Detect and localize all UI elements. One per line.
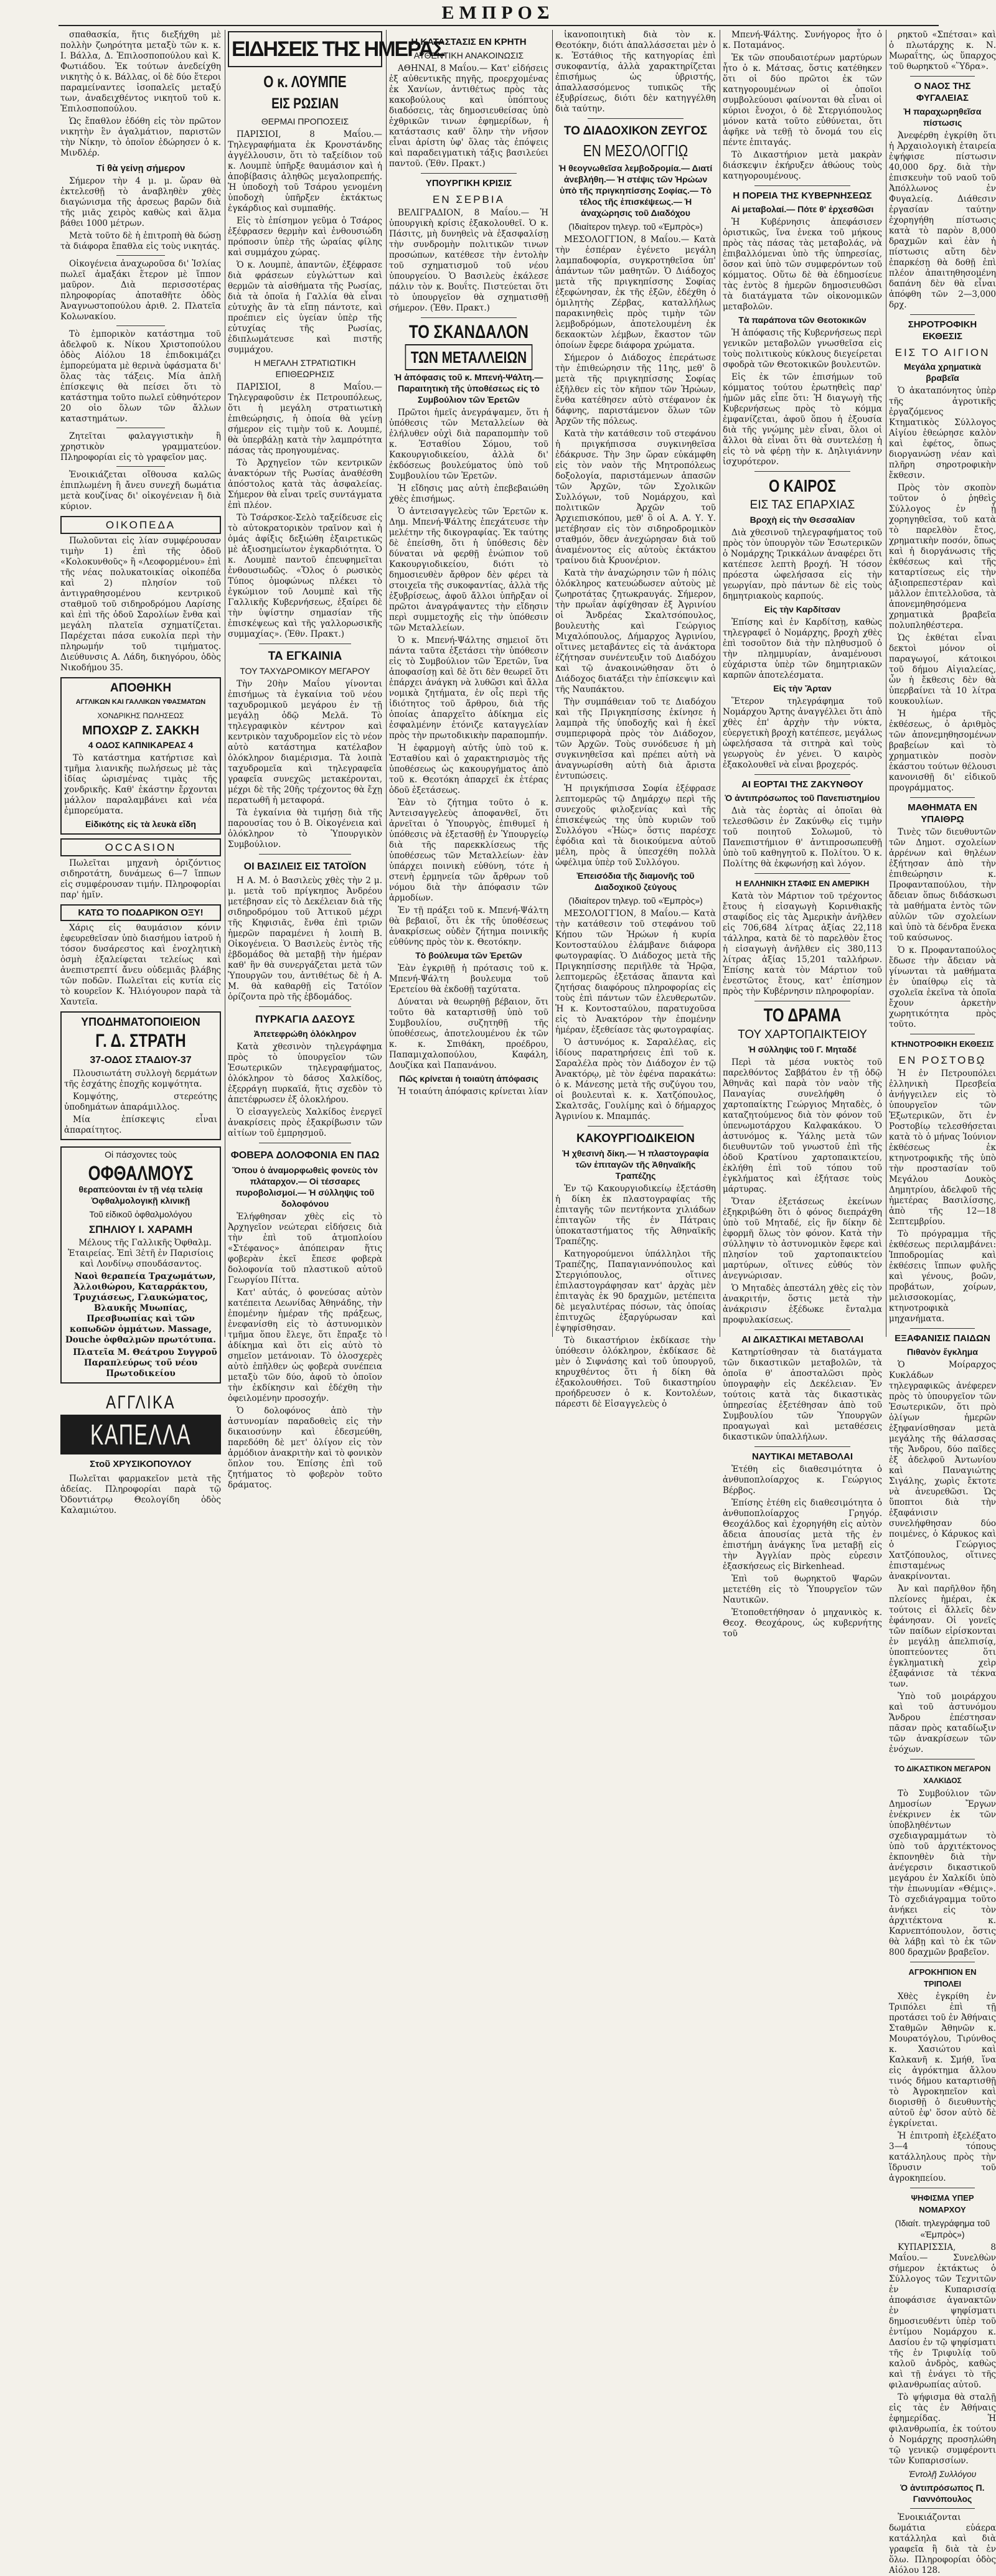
separator — [259, 854, 352, 855]
article-text: Ἐπὶ τοῦ θωρηκτοῦ Ψαρῶν μετετέθη εἰς τὸ Ὑπουργεῖον τῶν Ναυτικῶν. — [723, 1574, 882, 1605]
classified-ad: Χάρις εἰς θαυμάσιον κόνιν ἐφευρεθεῖσαν ὑπὸ διασήμου ἰατροῦ ἡ τόσον δυσάρεστος καὶ ἐνοχλητικὴ ὀσμὴ ἐξαλείφεται τελείως καὶ ἀνεπιστρεπτί ἄνευ οὐδεμιᾶς βλάβης τῶν ποδῶν. Πωλεῖται εἰς κυτία εἰς τὸ κουρεῖον Κ. Ἠλιόγουρον παρὰ τὰ Χαυτεῖα. — [60, 923, 221, 1007]
article-heading: ΜΑΘΗΜΑΤΑ ΕΝ ΥΠΑΙΘΡῼ — [908, 802, 977, 825]
article-heading: Ο ΝΑΟΣ ΤΗΣ ΦΥΓΑΛΕΙΑΣ — [914, 81, 971, 103]
article-text: Τὸ Συμβούλιον τῶν Δημοσίων Ἔργων ἐνέκρινεν ἐκ τῶν ὑποβληθέντων σχεδιαγραμμάτων τὸ ὑπὸ τοῦ ἀρχιτέκτονος ἐκπονηθὲν διὰ τὴν ἀνέγερσιν δικαστικοῦ μεγάρου ἐν Χαλκίδι ὑπὸ τὴν ἐπωνυμίαν «Θέμις». Τὸ σχεδιάγραμμα τοῦτο ἀνήκει εἰς τὸν ἀρχιτέκτονα κ. Καρνεπτόπουλον, ὅστις θὰ λάβῃ καὶ τὸ ἐκ τῶν 800 δραχμῶν βραβεῖον. — [889, 1789, 996, 1957]
shoes-heading: ΥΠΟΔΗΜΑΤΟΠΟΙΕΙΟΝ — [81, 1016, 200, 1028]
article-subheading: Η ΜΕΓΑΛΗ ΣΤΡΑΤΙΩΤΙΚΗ ΕΠΙΘΕΩΡΗΣΙΣ — [254, 358, 356, 379]
masthead — [0, 2, 996, 25]
classified-ad: Πωλεῖται μηχανὴ ὀριζόντιος σιδηροτάτη, δυνάμεως 6—7 ἵππων εἰς συμφέρουσαν τιμήν. Πληροφορίαι παρ' ἡμῖν. — [60, 858, 221, 900]
article-text: Ἐλήφθησαν χθὲς εἰς τὸ Ἀρχηγεῖον νεώτεραι εἰδήσεις διὰ τὴν ἐπὶ τοῦ ἀτμοπλοίου «Στέφανος» ἀπόπειραν ἥτις φοβερὰν ἐκεῖ ἔπεσε φοβερὰ δολοφονία τοῦ πλαστικοῦ αὐτοῦ Γεωργίου Πίττα. — [228, 1212, 382, 1285]
article-heading: ΠΥΡΚΑΓΙΑ ΔΑΣΟΥΣ — [255, 1013, 355, 1025]
signature-line: Ἐντολῇ Συλλόγου — [908, 2469, 977, 2479]
shoes-text: Κομψότης, στερεότης ὑποδημάτων ἀπαράμιλλος. — [64, 1092, 217, 1112]
article-heading: ΣΗΡΟΤΡΟΦΙΚΗ ΕΚΘΕΣΙΣ — [908, 319, 977, 342]
article-heading: Ο ΚΑΙΡΟΣ — [768, 476, 837, 495]
article-subheading: ΤΟΥ ΤΑΧΥΔΡΟΜΙΚΟΥ ΜΕΓΑΡΟΥ — [240, 666, 370, 676]
article-text: Τὸ πρόγραμμα τῆς ἐκθέσεως περιλαμβάνει: Ἱπποδρομίας καὶ ἐκθέσεις ἵππων φυλῆς καὶ γένους, βοῶν, προβάτων, χοίρων, μελισσοκομίας, κτηνοτροφικὰ μηχανήματα. — [889, 1229, 996, 1324]
article-text: Εἰς τὸ ἐπίσημον γεῦμα ὁ Τσάρος ἐξέφρασεν θερμὴν καὶ ἐνθουσιώδη πρόποσιν ὑπὲρ τῆς ὡραίας φίλης καὶ συμμάχου χώρας. — [228, 216, 382, 258]
separator — [116, 255, 164, 256]
article-text: Ἐκ τῶν σπουδαιοτέρων μαρτύρων ἦτο ὁ κ. Μάτσας, ὅστις κατέθηκεν ὅτι οἱ δύο πρῶτοι ἐκ τῶν κατηγορουμένων οἱ ὁποῖοι συμβολεύουσι φαίνονται θὰ εἶναι οἱ κύριοι ἔνοχοι, ὁ δὲ Στεργιόπουλος μόνον κατὰ τοῦτο εὐθύνεται, ὅτι ἀφῆκε νὰ τεθῇ τὸ ὄνομά του εἰς πέντε ἐπιταγάς. — [723, 53, 882, 148]
eye-text: Ναοὶ θεραπεία Τραχωμάτων, Ἀλλοιθώρου, Καταρράκτου, Τρυχιάσεως, Γλαυκώματος, Βλαυκῆς Μυωπίας, Πρεσβυωπίας καὶ τῶν κοπωδῶν ὀμμάτων. Massage, Douche ὀφθαλμῶν πρωτότυπα. — [65, 1272, 216, 1345]
article-text: Ἐν τῷ Κακουργιοδικείῳ ἐξετάσθη ἡ δίκη ἐκ πλαστογραφίας τῆς ἐπιταγῆς τῶν πεντήκοντα χιλιάδων ἐπιταγῶν τῆς ἐν Πάτραις ὑποκαταστήματος τῆς Ἀθηναϊκῆς Τραπέζης. — [555, 1184, 716, 1247]
classified-ad: Πωλεῖται φαρμακεῖον μετὰ τῆς ἀδείας. Πληροφορίαι παρὰ τῷ Ὀδοντιάτρῳ Θεολογίδη ὁδὸς Καλαμιώτου. — [60, 1474, 221, 1515]
column-4 — [555, 30, 716, 1409]
article-text: Περὶ τὰ μέσα νυκτὸς τοῦ παρελθόντος Σαββάτου ἐν τῇ ὁδῷ Ἀθηνᾶς καὶ παρὰ τὸν ναὸν τῆς Παναγίας συνελήφθη ὁ χαρτοπαίκτης Γεώργιος Μηταδὲς, ὁ καταζητούμενος διὰ τὸν φόνον τοῦ ὑπενωμοτάρχου Καλφακάκου. Ὁ ἀστυνόμος κ. Ὑάλης μετὰ τῶν διευθυντῶν τοῦ γνωστοῦ ἐπὶ τῆς ὁδοῦ Κρατίνου χαρτοπαικτείου, ἐκλήθη ἐπὶ τοῦ τόπου τοῦ ἐγκλήματος καὶ ἐξήτασε τοὺς μάρτυρας. — [723, 1057, 882, 1194]
eye-doctor-name: ΣΠΗΛΙΟΥ Ι. ΧΑΡΑΜΗ — [88, 1224, 193, 1235]
article-text: Τὰ ἐγκαίνια θὰ τιμήσῃ διὰ τῆς παρουσίας του ὁ Β. Οἰκογένεια καὶ ὁλόκληρον τὸ Ὑπουργικὸν Συμβούλιον. — [228, 808, 382, 850]
article-text: Η Α. Μ. ὁ Βασιλεὺς χθὲς τὴν 2 μ. μ. μετὰ τοῦ πρίγκηπος Ἀνδρέου μετέβησαν εἰς τὸ Δεκέλειαν διὰ τῆς σιδηροδρόμου τοῦ Ἀττικοῦ μέχρι τῆς Κηφισιᾶς, ἔνθα ἐπὶ τριῶν ἡμερῶν παραμένει ἡ λοιπὴ Β. Οἰκογένεια. Ὁ Βασιλεὺς ἐντὸς τῆς ἑβδομάδος θὰ μεταβῇ τὴν ἡμέραν καθ' ἣν θὰ συνεργάζεται μετὰ τῶν Ὑπουργῶν του, ἀντιθέτως δὲ ἡ Α. Μ. θὰ καθαρθῇ εἰς Τατόϊον ὁρίζοντα πρὸ τῆς ἑβδομάδος. — [228, 876, 382, 1002]
article-text: Ἡ πριγκήπισσα Σοφία ἐξέφρασε λεπτομερῶς τῷ Δημάρχῳ περὶ τῆς συνεχοῦς φιλοξενίας καὶ τῆς ἐπισκέψεώς της ὑπὸ κυριῶν τοῦ Συλλόγου «Ἠὼς» ὅστις παρέσχε ἐφόδια καὶ τὰ διοικούμενα αὐτοῦ μέλη, πρὸς ἃ ὑπεσχέθη πολλὰ ὠφέλιμα ὑπὲρ τοῦ Συλλόγου. — [555, 784, 716, 868]
article-subheading: Ἡ θεογνωθεῖσα λεμβοδρομία.— Διατί ἀνεβλήθη.— Ἡ στέψις τῶν Ἡρώων ὑπὸ τῆς πριγκηπίσσης Σοφίας.— Τὸ τέλος τῆς ἐπισκέψεως.— Ἡ ἀναχώρησις τοῦ Διαδόχου — [558, 163, 713, 218]
masthead-title: ΕΜΠΡΟΣ — [441, 2, 555, 23]
article-heading: ΕΝ ΜΕΣΟΛΟΓΓΙῼ — [583, 141, 688, 160]
article-text: Ὡς ἐκθέται εἶναι δεκτοὶ μόνον οἱ παραγωγοί, κάτοικοι τοῦ δήμου Αἰγιαλείας, ὧν ἡ ἔκθεσις δὲν θὰ ὑπερβαίνει τὰ 10 λίτρα κουκουλίων. — [889, 633, 996, 706]
article-heading: ΤΟΥ ΧΑΡΤΟΠΑΙΚΤΕΙΟΥ — [738, 1028, 867, 1041]
article-text: ρηκτοῦ «Σπέτσαι» καὶ ὁ πλωτάρχης κ. Ν. Μωραΐτης, ὡς ὕπαρχος τοῦ θωρηκτοῦ «Ὕδρα». — [889, 30, 996, 72]
article-heading: ΦΟΒΕΡΑ ΔΟΛΟΦΟΝΙΑ ΕΝ ΠΑΩ — [230, 1150, 380, 1161]
plots-ad-heading: ΟΙΚΟΠΕΔΑ — [60, 516, 221, 534]
depot-text: Τὸ κατάστημα κατήρτισε καὶ τμῆμα λιανικῆς πωλήσεως μὲ τὰς ἰδίας ὡρισμένας τιμὰς τῆς χονδρικῆς. Καθ' ἑκάστην ἔρχονται μάλλον παραλαμβάνει καὶ νέα ἐμπορεύματα. — [64, 753, 217, 816]
article-text: Τὸ Τσάρσκοε-Σελὸ ταξείδευσε εἰς τὸ αὐτοκρατορικὸν τραῖνον καὶ ἡ ὁμάς ἀφίξις δεξιώθη ἐξαιρετικῶς μὲ ἀξιοσημείωτον ἐγκαρδιότητα. Ὁ κ. Λουμπὲ παντοῦ ἐπευφημεῖται ἐνθουσιωδῶς. «Ὅλος ὁ ρωσικὸς Τύπος ὁμοφώνως πλέκει τὸ ἐγκώμιον τοῦ Λουμπὲ καὶ τῆς Γαλλικῆς Κυβερνήσεως, ἐξαίρει δὲ τὴν ὑψίστην σημασίαν τῆς ἐπισκέψεως καὶ τῆς γαλλορωσικῆς συμμαχίας». (Ἐθν. Πρακτ.) — [228, 513, 382, 639]
column-1 — [60, 30, 221, 1515]
article-heading: ΑΙ ΔΙΚΑΣΤΙΚΑΙ ΜΕΤΑΒΟΛΑΙ — [741, 1334, 864, 1345]
article-text: Τὸ ψήφισμα θὰ σταλῇ εἰς τὰς ἐν Ἀθήναις ἐφημερίδας. Ἡ φιλανθρωπία, ἐκ τούτου ὁ Νομάρχης προσηλώθη τῷ γενικῷ συμφέροντι τῶν Κυπαρισσίων. — [889, 2392, 996, 2466]
callus-ad-heading: ΚΑΤΩ ΤΟ ΠΟΔΑΡΙΚΟΝ ΟΞΥ! — [60, 904, 221, 921]
separator — [259, 1006, 352, 1007]
shoes-text: Μία ἐπίσκεψις εἶναι ἀπαραίτητος. — [64, 1115, 217, 1135]
depot-subtitle: ΑΓΓΛΙΚΩΝ ΚΑΙ ΓΑΛΛΙΚΩΝ ΥΦΑΣΜΑΤΩΝ — [75, 698, 206, 706]
article-subheading: ΑΥΘΕΝΤΙΚΗ ΑΝΑΚΟΙΝΩΣΙΣ — [413, 50, 524, 60]
article-text: Τὸ Ἀρχηγεῖον τῶν κεντρικῶν ἀνακτόρων τῆς Ρωσίας ἀναθέσθη ἀπόστολος κατὰ τὰς ἀσφαλείας. Σήμερον θὰ εἶναι τρεῖς συντάγματα ἐπὶ πλέον. — [228, 458, 382, 510]
article-text: Ἡ ἡμέρα τῆς ἐκθέσεως, ὁ ἀριθμὸς τῶν ἀπονεμηθησομένων βραβείων καὶ τὸ χρηματικὸν ποσὸν ἑκάστου τούτων θέλουσι κανονισθῇ δι' εἰδικοῦ προγράμματος. — [889, 709, 996, 793]
article-heading: ΤΟ ΔΙΑΔΟΧΙΚΟΝ ΖΕΥΓΟΣ — [563, 124, 708, 138]
article-text: ΚΥΠΑΡΙΣΣΙΑ, 8 Μαΐου.— Συνελθὼν σήμερον ἐκτάκτως ὁ Σύλλογος τῶν Τεχνιτῶν ἐν Κυπαρισσίᾳ ἀποφάσισε ἀγανακτῶν ἐν ψηφίσματι δημοσιευθέντι ὑπὲρ τοῦ ἐντίμου Νομάρχου κ. Δασίου ἐν τῷ ψηφίσματι τῆς ἐν Τριφυλίᾳ τοῦ καλοῦ ἀνδρὸς, καθὼς καὶ τῇ ἐνάγει τὸ τῆς φιλανθρωπίας αὐτοῦ. — [889, 2242, 996, 2390]
article-text: Ὅταν ἐξετάσεως ἐκείνων ἐξηκριβώθη ὅτι ὁ φόνος διεπράχθη ὑπὸ τοῦ Μηταδέ, εἰς ἣν δίκην δὲ ἐφορμῆ ὅλως τὸν φόνον. Κατὰ τὴν σύλληψιν τὸ ἀστυνομικὸν ἔφερε καὶ πλησίον τοῦ χαρτοπαικτείου μαρτύρων, οἵτινες εὐθύς τὸν ἀνεγνώρισαν. — [723, 1197, 882, 1281]
shoes-address: 37-ΟΔΟΣ ΣΤΑΔΙΟΥ-37 — [90, 1055, 192, 1066]
article-text: Εἰς ἐκ τῶν ἐπισήμων τοῦ κόμματος τούτου ἐρωτηθεὶς παρ' ἡμῶν μᾶς εἶπε ὅτι: Ἡ διαγωγὴ τῆς Κυβερνήσεως πρὸς τὸ κόμμα ἐμφανίζεται, ἀφοῦ ὅπου ἡ ἐξουσία διὰ τῆς γνώμης μὲν εἶναι, ὅλοι οἱ ἄλλοι θὰ εἶναι ὅτι θὰ συντελέσῃ ἡ εἰς τὸ νὰ φέρῃ τὴν κ. Δηλιγιάννην ἰσχυρότερον. — [723, 372, 882, 467]
eye-line: θεραπεύονται ἐν τῇ νέᾳ τελείᾳ Ὀφθαλμολογικῇ κλινικῇ — [78, 1184, 203, 1206]
article-heading: ΤΟ ΣΚΑΝΔΑΛΟΝ — [409, 322, 529, 342]
depot-subtitle-2: ΧΟΝΔΡΙΚΗΣ ΠΩΛΗΣΕΩΣ — [97, 711, 184, 720]
article-text: Ὁ κ. Λουμπὲ, ἀπαντῶν, ἐξέφρασε διὰ φράσεων εὐγλώττων καὶ θερμῶν τὰ αἰσθήματα τῆς Ρωσίας, διὰ τὰ ὁποῖα ἡ Γαλλία θὰ εἶναι εὐτυχὴς ἂν τὰ εἴπῃ πάντοτε, καὶ προέπιεν εἰς ὑγείαν ὑπὲρ τῆς εὐτυχίας τῆς Ρωσίας, ἐδιπλωμάτευσε καὶ πιστῆς συμμάχου. — [228, 260, 382, 355]
eye-line: Τοῦ εἰδικοῦ ὀφθαλμολόγου — [89, 1209, 192, 1219]
article-subheading: Ἡ παραχωρηθεῖσα πίστωσις — [903, 106, 982, 128]
article-text: Σήμερον τὴν 4 μ. μ. ὥραν θὰ ἐκτελεσθῇ τὸ ἀναβληθὲν χθὲς διαγώνισμα τῆς ἀρσεως βαρῶν διὰ τῆς μιᾶς χειρὸς καθὼς καὶ ἅλμα βάθει 1000 μέτρων. — [60, 176, 221, 228]
article-text: Τινὲς τῶν διευθυντῶν τῶν Δημοτ. σχολείων ἀρρένων καὶ θηλέων ἐξήτησαν ἀπὸ τὴν ἐπιθεώρησιν κ. Προφανταπούλου, τὴν ἄδειαν ὅπως διδάσκωσι τὰ μαθήματα ἐντὸς τῶν αὐλῶν τῶν σχολείων καὶ ὑπὸ τὰ δένδρα ἕνεκα τοῦ καύσωνος. — [889, 827, 996, 943]
article-text: Ὁ ἀστυνόμος κ. Σαραλέλας, εἰς ἰδίους παρατηρήσεις ἐπὶ τοῦ κ. Σαραλέλα πρὸς τὸν Διάδοχον ἐν τῷ Ἀνακτόρῳ, μὲ τὸν ἐφένα παρακάτω: ὁ κ. Μάνεσης μετὰ τῆς συζύγου του, οἱ βουλευταὶ κ. κ. Χατζόπουλος, Σκαλτσᾶς, Γουλίμης καὶ ὁ δήμαρχος Ἀγρινίου κ. Μπαμπάς. — [555, 1037, 716, 1122]
article-heading: ΕΙΣ ΤΟ ΑΙΓΙΟΝ — [895, 347, 990, 358]
article-text: Ὑπὸ τοῦ μοιράρχου καὶ τοῦ ἀστυνόμου Ἄνδρου ἐπέστησαν πᾶσαν πρὸς καταδίωξιν τῶν ἀνακρίσεων τῶν ἐνόχων. — [889, 1692, 996, 1754]
separator — [910, 314, 974, 315]
article-heading: ΚΤΗΝΟΤΡΟΦΙΚΗ ΕΚΘΕΣΙΣ — [891, 1039, 994, 1049]
separator — [588, 118, 684, 119]
classified-ad: Ζητεῖται φαλαγγιστικὴν ἢ χρηστικὸν γραμματεύον. Πληροφορίαι εἰς τὸ γραφεῖον μας. — [60, 431, 221, 462]
article-subheading: Αἱ μεταβολαί.— Πότε θ' ἐρχεσθῶσι — [731, 204, 874, 214]
eye-address: Πλατεῖα Μ. Θεάτρου Συγγροῦ Παραπλεύρως τοῦ νέου Πρωτοδικείου — [73, 1347, 217, 1379]
article-text: Ὡς ἔπαθλον ἐδόθη εἰς τὸν πρῶτον νικητὴν ἓν ἀγαλμάτιον, παριστῶν τὴν Νίκην, τὸ ὁποῖον ἐδώρησεν ὁ κ. Μινδλέρ. — [60, 116, 221, 158]
article-subheading: Μεγάλα χρηματικὰ βραβεῖα — [904, 362, 981, 383]
article-text: Σήμερον ὁ Διάδοχος ἐπεράτωσε τὴν ἐπιθεώρησιν τῆς 11ης, μεθ' ὃ μετὰ τῆς πριγκηπίσσης Σοφίας ἐξῆλθεν εἰς τὸν κῆπον τῶν Ἡρώων, ἔνθα κατέθησεν αὐτὸ στέφανον ἐκ δάφνης, παριστάμενον ὅλων τῶν Ἀρχῶν τῆς πόλεως. — [555, 353, 716, 426]
separator — [910, 76, 974, 77]
article-text: Ἐτέθη εἰς διαθεσιμότητα ὁ ἀνθυποπλοίαρχος κ. Γεώργιος Βέρβος. — [723, 1464, 882, 1496]
depot-ad — [60, 677, 221, 835]
classified-ad: Ἐνοικιάζονται δωμάτια εὐάερα κατάλληλα καὶ διὰ γραφεῖα ἢ διὰ τὰ ἐν ὅλω. Πληροφορίαι ὁδὸς Αἰόλου 128. — [889, 2513, 996, 2575]
article-text: Ἡ ἐφαρμογὴ αὐτῆς ὑπὸ τοῦ κ. Ἐσταθίου καὶ ὁ χαρακτηρισμὸς τῆς ὑποθέσεως ὡς κακουργήματος ἀπὸ τοῦ κ. Θεοτόκη ἀπαρχεῖ ἐκ ἑτέρας ὁδοῦ ἐξετάσεως. — [389, 743, 548, 795]
article-text: Ὁ Μοίραρχος Κυκλάδων τηλεγραφικῶς ἀνέφερεν πρὸς τὸ ὑπουργεῖον τῶν Ἐσωτερικῶν, ὅτι πρὸ ὀλίγων ἡμερῶν ἐξηφανίσθησαν μετὰ μεγάλης τῆς θάλασσας τῆς Ἄνδρου, δύο παῖδες ἐξ ἀδελφοῦ Ἀντωνίου καὶ Παναγιώτης Σιγάλης, χωρὶς ἔκτοτε νὰ ἀνευρεθῶσι. Ὡς ὕποπτοι διὰ τὴν ἐξαφάνισιν συνελήφθησαν δύο ποιμένες, ὁ Κάρυκος καὶ ὁ Γεώργιος Χατζόπουλος, οἵτινες ἐπισταμένως ἀνακρίνονται. — [889, 1360, 996, 1581]
article-text: ΒΕΛΙΓΡΑΔΙΟΝ, 8 Μαΐου.— Ἡ ὑπουργικὴ κρίσις ἐξακολουθεῖ. Ὁ κ. Πάσιτς, μὴ δυνηθεὶς νὰ ἐξασφαλίσῃ τὴν συνδρομὴν πολιτικῶν τινων προσώπων, κατέθεσε τὴν ἐντολὴν τοῦ σχηματισμοῦ τοῦ νέου ὑπουργείου. Ὁ Βασιλεὺς ἐκάλεσε πάλιν τὸν κ. Βουΐτς. Πιστεύεται ὅτι τὸ ὑπουργεῖον θὰ σχηματισθῇ σήμερον. (Ἐθν. Πρακτ.) — [389, 208, 548, 313]
hats-shop: Στοῦ ΧΡΥΣΙΚΟΠΟΥΛΟΥ — [90, 1459, 192, 1469]
article-text: Ὁ δολοφόνος ἀπὸ τὴν ἀστυνομίαν παραδοθεὶς εἰς τὴν δικαιοσύνην καὶ ἐδεσμεύθη, παρεδόθη δὲ μετ' ὀλίγον εἰς τὸν ἀρμόδιον ἀνακριτὴν καὶ τὸ φονικὸν ὅπλον του. Ἐπίσης ἐπὶ τοῦ ζητήματος τὸ φοβερὸν τοῦτο δράματος. — [228, 1406, 382, 1490]
column-5 — [723, 30, 882, 1639]
article-text: Κατηρτίσθησαν τὰ διατάγματα τῶν δικαστικῶν μεταβολῶν, τὰ ὁποῖα θ' ἀποσταλῶσι πρὸς ὑπογραφὴν εἰς Δεκέλειαν. Ἐν τούτοις κατὰ τὰς δικαστικὰς ὑπηρεσίας ἐξετέθησαν ἀπὸ τοῦ Συμβουλίου τῶν Ὑπουργῶν προαγωγαὶ καὶ μεταθέσεις δικαστικῶν ὑπαλλήλων. — [723, 1347, 882, 1442]
article-heading: ΕΙΣ ΡΩΣΙΑΝ — [271, 95, 339, 112]
article-heading: ΤΟ ΔΡΑΜΑ — [763, 1005, 842, 1026]
article-subheading: ΕΝ ΣΕΡΒΙΑ — [433, 194, 505, 205]
article-text: Κατηγορούμενοι ὑπάλληλοι τῆς Τραπέζης, Παπαγιαννόπουλος καὶ Στεργιόπουλος, οἵτινες ἐπιλαστογράφησαν κατ' ἀρχὰς μὲν ἐπιταγὰς ἐκ 90 δραχμῶν, μετέπειτα δὲ μεγαλυτέρας πόσων, τὰς ὁποίας ἐπιτυχῶς ἐξαργύρωσαν καὶ ἐψηφίσθησαν. — [555, 1249, 716, 1333]
article-text: σπαθασκία, ἥτις διεξήχθη μὲ πολλὴν ζωηρότητα μεταξὺ τῶν κ. κ. Ι. Βάλλα, Δ. Ἐπιλοσποπούλου καὶ Κ. Φωτιάδου. Ἐκ τούτων ἀνεδείχθη νικητὴς ὁ κ. Βάλλας, οἱ δὲ δύο ἕτεροι παραμείναντες ἰσοπαλεῖς μεταξύ των, ἀναδειχθέντος νικητοῦ τοῦ κ. Ἐπιλοσποπούλου. — [60, 30, 221, 114]
article-text: Πρῶτοι ἡμεῖς ἀνεγράψαμεν, ὅτι ἡ ὑπόθεσις τῶν Μεταλλείων θὰ ἐλήλυθεν οὐχὶ διὰ παραπομπὴν τοῦ κ. Ἐσταθίου Σόμου, τοῦ Κακουργιοδικείου, ἀλλὰ δι' ἐκδόσεως βουλεύματος ὑπὸ τοῦ Συμβουλίου τῶν Ἐρετῶν. — [389, 408, 548, 481]
article-credit: (Ἰδιαίτερον τηλεγρ. τοῦ «Ἐμπρὸς») — [568, 896, 703, 906]
article-text: ΜΕΣΟΛΟΓΓΙΟΝ, 8 Μαΐου.— Κατὰ τὴν ἑσπέραν ἐγένετο μεγάλη λαμπαδοφορία, συγκροτηθεῖσα ὑπ' ἀπάντων τῶν μαθητῶν. Ὁ Διάδοχος μετὰ τῆς πριγκηπίσσης Σοφίας ἐξεφώνησαν, ἐκ τῆς ἐξῶν, ἐδέχθη ὁ ὁμιλητὴς Ζέρβας, καταλλήλως παρακινηθεὶς πρὸς τιμὴν τῶν λεμβοδρόμων, ἀποτελουμένη ἐκ δεκαοκτὼν λέμβων, ἕκαστον τῶν ὁποίων ἔφερε διάφορα χρώματα. — [555, 235, 716, 350]
article-text: Χθὲς ἐγκρίθη ἐν Τριπόλει ἐπὶ τῇ προτάσει τοῦ ἐν Ἀθήναις Σταθμῶν Ἀθηνῶν κ. Μουρατόγλου, Τιρύνθος κ. Χασιώτου καὶ Καλκανῆ κ. Σμήθ, ἵνα εἰς ἀγρόκτημα ἄλλου τινός δήμου καταρτισθῇ τὸ Ἀγροκηπεῖον καὶ διορισθῇ ὁ διευθυντὴς αὐτοῦ ἐφ' ὅσον αὐτὸ δὲ ἐγκρίνεται. — [889, 1992, 996, 2129]
article-subheading: Ἡ ἀπόφασις τοῦ κ. Μπενή-Ψάλτη.— Παραιτητικὴ τῆς ὑποθέσεως εἰς τὸ Συμβούλιον τῶν Ἐρετῶν — [394, 372, 543, 405]
separator — [116, 466, 164, 467]
article-heading: ΤΩΝ ΜΕΤΑΛΛΕΙΩΝ — [405, 344, 533, 370]
article-subheading: Εἰς τὴν Ἄρταν — [773, 683, 832, 693]
article-heading: ΕΙΣ ΤΑΣ ΕΠΑΡΧΙΑΣ — [749, 499, 855, 512]
top-rule — [59, 25, 939, 26]
depot-address: 4 ΟΔΟΣ ΚΑΠΝΙΚΑΡΕΑΣ 4 — [88, 740, 194, 750]
separator — [910, 797, 974, 798]
article-text: Ἡ εἴδησις μας αὐτὴ ἐπεβεβαιώθη χθὲς ἐπισήμως. — [389, 484, 548, 504]
separator — [421, 317, 517, 318]
article-heading: ΤΑ ΕΓΚΑΙΝΙΑ — [268, 650, 342, 663]
shoes-name: Γ. Δ. ΣΤΡΑΤΗ — [95, 1031, 186, 1051]
separator — [754, 774, 850, 775]
article-text: Ἐὰν ἐγκριθῇ ἡ πρότασις τοῦ κ. Μπενή-Ψάλτη βουλευμα τοῦ Ἐρετείου θὰ ἐκδοθῇ ταχύτατα. — [389, 963, 548, 995]
signature-line: Ὁ ἀντιπρόσωπος Π. Γιαννόπουλος — [900, 2483, 985, 2504]
article-heading: ΑΓΡΟΚΗΠΙΟΝ ΕΝ ΤΡΙΠΟΛΕΙ — [908, 1967, 977, 1988]
article-heading: Η ΚΑΤΑΣΤΑΣΙΣ ΕΝ ΚΡΗΤΗ — [411, 37, 527, 47]
depot-specialty: Εἰδικότης εἰς τὰ λευκὰ εἴδη — [85, 819, 196, 829]
article-credit: (Ἰδιαίτ. τηλεγράφημα τοῦ «Ἐμπρὸς») — [895, 2218, 990, 2239]
article-subheading: Πιθανὸν ἔγκλημα — [907, 1347, 978, 1357]
article-subheading: Εἰς τὴν Καρδίτσαν — [764, 604, 841, 614]
classified-ad: Τὸ ἐμπορικὸν κατάστημα τοῦ ἀδελφοῦ κ. Νίκου Χριστοπούλου ὁδὸς Αἰόλου 18 ἐπιδοκιμάζει ἐμπορεύματα μὲ θερινὰ ὑφάσματα δι' ὅλας τὰς τάξεις. Μία ἀπλῆ ἐπίσκεψις θὰ πείσει ὅτι τὸ κατάστημα τοῦτο πωλεῖ εὐθηνότερον 20 οἱο ὅλων τῶν ἄλλων καταστημάτων. — [60, 329, 221, 424]
news-of-the-day-heading: ΕΙΔΗΣΕΙΣ ΤΗΣ ΗΜΕΡΑΣ — [228, 31, 382, 67]
article-text: Ὁ εἰσαγγελεὺς Χαλκίδος ἐνεργεῖ ἀνακρίσεις πρὸς ἐξακρίβωσιν τῶν αἰτίων τοῦ ἐμπρησμοῦ. — [228, 1107, 382, 1138]
article-text: Ὁ Μηταδὲς ἀπεστάλη χθὲς εἰς τὸν ἀνακριτήν, ὅστις μετὰ τὴν ἀνάκρισιν ἐξέδωκε ἔνταλμα προφυλακίσεως. — [723, 1283, 882, 1325]
article-subheading: Τὸ βούλευμα τῶν Ἐρετῶν — [415, 950, 522, 960]
hats-banner — [60, 1415, 221, 1454]
article-text: Ἡ Κυβέρνησις ἀπεφάσισεν ὁριστικῶς, ἵνα ἐνεκα τοῦ μήκους πρὸς τὰς πάσας τὰς μεταβολάς, νὰ ἐπιβαλλόμεναι ὑπὸ τῆς ὑπηρεσίας, ὅσον καὶ ὑπὸ τῶν συμφερόντων τοῦ κόμματος. Οὕτω δὲ θὰ ἐδημοσίευε τὰς ἐντὸς 8 ἡμερῶν δημοσιευθῶσι τὰ διατάγματα τῶν οἰκονομικῶν μεταβολῶν. — [723, 217, 882, 312]
article-text: Ἐν τῇ πράξει τοῦ κ. Μπενή-Ψάλτη θὰ βεβαιοῖ, ὅτι ἐκ τῆς ὑποθέσεως ἀνακρίσεως οὐδὲν ζήτημα ποινικῆς εὐθύνης πρὸς τὸν κ. Θεοτόκην. — [389, 906, 548, 947]
article-heading: Η ΠΟΡΕΙΑ ΤΗΣ ΚΥΒΕΡΝΗΣΕΩΣ — [733, 190, 872, 201]
article-text: Κατὰ τὴν ἀναχώρησιν τῶν ἡ πόλις ὁλόκληρος κατευώδωσεν αὐτοὺς μὲ ζωηροτάτας ζητωκραυγάς. Σήμερον, τὴν πρωΐαν ἀφίχθησαν ἐξ Ἀγρινίου οἱ Ἄνδρέας Σκαλτσόπουλος, βουλευτὴς καὶ Γεώργιος Μιχαλόπουλος, Δήμαρχος Ἀγρινίου, οἵτινες μεταβάντες εἰς τὰ ἀνάκτορα ἐζήτησαν συνέντευξιν τοῦ Διαδόχου καὶ τῷ ἀνακοινώθησαν ὅτι ὁ Διάδοχος διατάξει τὴν ἐπίσκεψιν καὶ τῆς Ναυπάκτου. — [555, 568, 716, 695]
article-text: Διὰ χθεσινοῦ τηλεγραφήματος τοῦ πρὸς τὸν ὑπουργὸν τῶν Ἐσωτερικῶν ὁ Νομάρχης Τρικκάλων ἀναφέρει ὅτι κατέπεσε λεπτὴ βροχή. Ἡ τόσον πρόεστα ὠφελήσασα εἰς τὴν γεωργίαν, πρὸ πάντων δὲ εἰς τοὺς δημητριακοὺς καρπούς. — [723, 528, 882, 601]
article-text: Ἀνεφέρθη ἐγκρίθη ὅτι ἡ Ἀρχαιολογικὴ ἑταιρεία ἐψήφισε πίστωσιν 40,000 δρχ. διὰ τὴν ἐπισκευὴν τοῦ ναοῦ τοῦ Ἀπόλλωνος ἐν Φυγαλείᾳ. Διάθεσιν ἐργασίαν ταύτην ἐχορηγήθη πίστωσις κατὰ τὸ παρὸν 8,000 δραχμῶν καὶ ἐὰν ἡ πίστωσις αὕτη δὲν ἐπαρκέσῃ θὰ δοθῇ ἐπὶ πλέον ἀπαιτηθησομένη δαπάνη δὲν θὰ εἶναι ἀπόφθη τῶν 2—3,000 δρχ. — [889, 131, 996, 310]
article-text: ΠΑΡΙΣΙΟΙ, 8 Μαΐου.— Τηλεγραφοῦσιν ἐκ Πετρουπόλεως, ὅτι ἡ μεγάλη στρατιωτικὴ ἐπιθεώρησις, ἡ ὁποία θὰ γείνῃ σήμερον εἰς τιμὴν τοῦ κ. Λουμπέ, θὰ ὑπερβάλῃ κατὰ τὴν λαμπρότητα πάσας τὰς προηγουμένας. — [228, 382, 382, 456]
article-subheading: Βροχὴ εἰς τὴν Θεσσαλίαν — [749, 515, 855, 525]
article-text: Τὸ Δικαστήριον μετὰ μακρὰν διάσκεψιν ἐκήρυξεν ἀθώους τοὺς κατηγορουμένους. — [723, 150, 882, 181]
article-text: Ὁ ἀντεισαγγελεὺς τῶν Ἐρετῶν κ. Δημ. Μπενή-Ψάλτης ἐπεχάτευσε τὴν μελέτην τῆς δικογραφίας. Ἐκ ταύτης δὲ ἐπείσθη, ὅτι ἡ ὑπόθεσις δὲν δύναται νὰ φερθῇ ἐνώπιον τοῦ Κακουργιοδικείου, διότι τὸ δημοσιευθὲν ἄρθρον δὲν φέρει τὰ στοιχεῖα τῆς συκοφαντίας, ἀλλὰ τῆς ἐξυβρίσεως, ἀφοῦ ἄλλοι ὑπῆρξαν οἱ πρῶτοι ἀναγράψαντες τὴν εἴδησιν περὶ συμμετοχῆς εἰς τὴν ὑπόθεσιν τῶν Μεταλλείων. — [389, 507, 548, 633]
article-subheading: Τὰ παράπονα τῶν Θεοτοκικῶν — [738, 315, 867, 325]
article-text: ΜΕΣΟΛΟΓΓΙΟΝ, 8 Μαΐου.— Κατὰ τὴν κατάθεσιν τοῦ στεφάνου τοῦ Κήπου τῶν Ἡρώων ἡ κυρία Κοντοσταύλου ἐλάμβανε διάφορα φωτογραφίας. Ὁ Διάδοχος μετὰ τῆς Πριγκηπίσσης περιῆλθε τὰ Ἡρῷα, λεπτομερῶς ἐξετάσας ἅπαντα καὶ ζητήσας διαφόρους πληροφορίας εἰς τοὺς ἐπὶ πάντων τῶν ἐλευθερωτῶν. Ἡ κ. Κοντοσταύλου, παρατυχοῦσα εἰς τὸ Ἀνακτόρον τὴν ἐπομένην ἡμέραν, ἐξεθείασε τὰς φωτογραφίας. — [555, 909, 716, 1035]
article-heading: ΕΞΑΦΑΝΙΣΙΣ ΠΑΙΔΩΝ — [895, 1333, 990, 1344]
article-credit: (Ἰδιαίτερον τηλεγρ. τοῦ «Ἐμπρὸς») — [568, 222, 703, 232]
article-text: Κατὰ τὴν κατάθεσιν τοῦ στεφάνου ἡ πριγκήπισσα συγκινηθεῖσα ἐδάκρυσε. Τὴν 3ην ὥραν εὐκάμφθη εἰς τὸν ναὸν τῆς Μητροπόλεως δοξολογία, παριστάμενων ἁπασῶν τῶν Ἀρχῶν, τῶν Σχολικῶν Συλλόγων, τοῦ Νομάρχου, καὶ πολιτικῶν Ἀρχῶν τοῦ Ἀρχιεπισκόπου, μεθ' ὃ οἱ Α. Α. Υ. Υ. μετέβησαν εἰς τὸν σιδηροδρομικὸν σταθμόν, ὅθεν ἀνεχώρησαν διὰ τοῦ ἀναμένοντος εἰς αὐτοὺς ἐκτάκτου τραίνου διὰ Κρυονέριον. — [555, 429, 716, 566]
article-heading: ΝΑΥΤΙΚΑΙ ΜΕΤΑΒΟΛΑΙ — [751, 1451, 853, 1462]
article-text: Ἐτοποθετήθησαν ὁ μηχανικὸς κ. Θεοχ. Θεοχάρους, ὡς κυβερνήτης τοῦ — [723, 1608, 882, 1639]
hats-ad — [60, 1392, 221, 1470]
separator — [754, 873, 850, 874]
article-text: ΑΘΗΝΑΙ, 8 Μαΐου.— Κατ' εἰδήσεις ἐξ αὐθεντικῆς πηγῆς, προερχομένας ἐκ Χανίων, ἀντιθέτως πρὸς τὰς κακοβούλους καὶ ὑπόπτους διαδόσεις, τὰς δημοσιευθείσας ὑπὸ ἐχθρικῶν τινων ἐφημερίδων, ἡ κατάστασις καθ' ὅλην τὴν νῆσον εἶναι ἀρίστη ὑφ' ὅλας τὰς ἐπόψεις καὶ παραδειγματικὴ τάξις βασιλεύει παντοῦ. (Ἐθν. Πρακτ.) — [389, 63, 548, 169]
article-text: Κατ' αὐτάς, ὁ φονεύσας αὐτὸν κατέπειτα Λεωνίδας Ἀθηνάδης, τὴν ἐπομένην ἡμέραν τῆς πράξεως, ἐνεφανίσθη εἰς τὸ ἀστυνομικὸν τμῆμα ὅπου ἔλεγε, ὅτι ἔπραξε τὸ ἀδίκημα καὶ ὅτι εἰς αὐτὸ τὸ σημεῖον μετάνοιαν. Τὸ ὁλοσχερὲς αὐτὸ ἐπῆλθεν ὡς φοβερὰ συνέπεια μεταξὺ τῶν δύο, ἀφοῦ τὸ ὁποῖον τὴν ἐκδίκησιν καὶ ἐδέχθη τὴν ὀφειλομένην προσοχήν. — [228, 1288, 382, 1403]
article-heading: ΚΑΚΟΥΡΓΙΟΔΙΚΕΙΟΝ — [576, 1132, 695, 1145]
article-text: Ἐπίσης ἐτέθη εἰς διαθεσιμότητα ὁ ἀνθυποπλοίαρχος Γρηγόρ. Θεοχάλδος καὶ ἐχορηγήθη εἰς αὐτὸν ἄδεια ἀπουσίας μετὰ τῆς ἐν ἐπιστήμη ἀνάγκης ἵνα μεταβῇ εἰς τὴν Ἀγγλίαν πρὸς εὑρεσιν ἐξασκήσεως εἰς Birkenhead. — [723, 1498, 882, 1571]
shoes-text: Πλουσιωτάτη συλλογὴ δερμάτων τῆς ἐσχάτης ἐποχῆς κομψότητα. — [64, 1069, 217, 1089]
section-heading: Τί θὰ γείνῃ σήμερον — [96, 163, 186, 174]
article-text: Ἡ ἐν Πετρουπόλει ἑλληνικὴ Πρεσβεία ἀνήγγειλεν εἰς τὸ ὑπουργεῖον τῶν Ἐξωτερικῶν, ὅτι ἐν Ροστοβίῳ τελεσθήσεται κατὰ τὸ ὁ μήνας Ἰούνιον ἐκθέσεως ἐκ κτηνοτροφικῆς τῆς ὑπὸ τὴν προστασίαν τοῦ Μεγάλου Δουκὸς Δημητρίου, ἀδελφοῦ τῆς ἡμετέρας Βασιλίσσης, ἀπὸ τῆς 12—18 Σεπτεμβρίου. — [889, 1069, 996, 1227]
article-text: Ὁ κ. Μπενή-Ψάλτης σημειοῖ ὅτι πάντα ταῦτα ἐξετάσει τὴν ὑπόθεσιν εἰς τὸ Συμβούλιον τῶν Ἐρετῶν, ἵνα ἀποφασίσῃ καὶ δὲ ὅτι δὲν θεωρεῖ ὅτι ἐπάρχει ἀνάγκη νὰ λυθῶσι καὶ ἄλλα νομικὰ ζητήματα, ἐν οἷς περὶ τῆς ἰδιότητος τοῦ ἄρθρου, διὰ τῆς ὁποίας ἀπαρχεῖτο ἀδίκημα εἰς ἐσφαλμένην ἐτόνιζε καταγγελίαν πρὸς τὴν πρωτοδικικὴν παραπομπήν. — [389, 635, 548, 741]
article-text: Τὴν 20ὴν Μαΐου γίνονται ἐπισήμως τὰ ἐγκαίνια τοῦ νέου ταχυδρομικοῦ μεγάρου ἐν τῇ μεγάλῃ ὁδῷ Μελᾶ. Τὸ τηλεγραφικὸν κέντρον καὶ κεντρικὸν ταχυδρομεῖον εἰς τὸ νέον αὐτὸ κατάστημα κατέλαβον ὁλόκληρον διαμέρισμα. Τὰ λοιπὰ ταχυδρομεῖα καὶ τηλεγραφεῖα γραφεῖα συνεχῶς μετακέρονται, μέχρι δὲ τῆς 20ῆς τρέχοντος θὰ ἔχῃ περατωθῆ ἡ μεταφορά. — [228, 679, 382, 805]
article-text: Τὴν συμπάθειαν τοῦ τε Διαδόχου καὶ τῆς Πριγκηπίσσης ἐκίνησε ἡ λαμπρὰ τῆς ὑποδοχῆς καὶ ἡ ἐκεῖ συμπεριφορὰ πρὸς τὸν Διάδοχον, τῶν Ἀρχῶν. Τοὺς συνόδευσε ἡ μὴ συγκινηθεῖσα καὶ πρέπει αὐτὴ νὰ ἀναγνωρίσθη αὐτὴ διὰ ἄριστα ἐντυπώσεις. — [555, 697, 716, 781]
eye-heading: ΟΦΘΑΛΜΟΥΣ — [88, 1162, 194, 1184]
article-text: Ἐὰν τὸ ζήτημα τοῦτο ὁ κ. Ἀντεισαγγελεὺς ἀποφανθεῖ, ὅτι ἀρνεῖται ὁ Ὑπουργὸς, ἐπιθυμεῖ ἡ ὑπόθεσις νὰ ἐξετασθῇ ἐν Ὑπουργείῳ διὰ τῆς παρεκκλίσεως τῆς ὑποθέσεως τῶν Μεταλλείων· ἐὰν ὑπάρχει ποινικὴ εὐθύνη, τότε ἡ στενὴ ἐρμηνεία τῶν ἄρθρων τοῦ νόμου διὰ τὴν ἀπόφασιν τῶν ἀρμοδίων. — [389, 798, 548, 903]
article-heading: Ο κ. ΛΟΥΜΠΕ — [263, 72, 347, 91]
classified-ad: Πωλοῦνται εἰς λίαν συμφέρουσαν τιμὴν 1) ἐπὶ τῆς ὁδοῦ «Κολοκυνθοῦς» ἢ «Λεοφορμένου» ἐπὶ τῆς νέας πολυκατοικίας οἰκοπέδα καὶ 2) πλησίον τοῦ ἀντιγραθησομένου κεντρικοῦ σταθμοῦ τοῦ σιδηροδρόμου Λαρίσης καὶ ἐπὶ τῆς ὁδοῦ Σαρολίων ἔνθα καὶ μεγάλη πλατεῖα σχηματίζεται. Παρέχεται πάσα ευκολία περὶ τὴν πληρωμήν τοῦ τιμήματος. Διεύθυνσις Α. Λάδη, δικηγόρου, ὁδὸς Νικοδήμου 35. — [60, 536, 221, 673]
separator — [754, 185, 850, 186]
article-text: Πρὸς τὸν σκοπὸν τοῦτον ὁ ῥηθεὶς Σύλλογος ἐν ᾗ χορηγηθεῖσα, τοῦ κατὰ τὸ παρελθὸν ἔτος, χρηματικὴν ποσόν, ὅπως καὶ ἡ διοργάνωσις τῆς ἐκθέσεως καὶ τῆς καταρτίσεως εἰς τὴν ἀξιοπρεπεστέραν καὶ μᾶλλον ἐπιτελλοῦσα, τὰ ἀπονεμηθησόμενα χρηματικὰ βραβεῖα πολυπληθέστερα. — [889, 483, 996, 630]
article-text: Μπενή-Ψάλτης. Συνήγορος ἦτο ὁ κ. Ποταμάνος. — [723, 30, 882, 50]
article-text: ἱκανοποιητικὴ διὰ τὸν κ. Θεοτόκην, διότι ἀπαλλάσσεται μὲν ὁ κ. Ἐστάθιος τῆς κατηγορίας ἐπὶ συκοφαντίᾳ, ἀλλὰ χαρακτηρίζεται ἐπισήμως ὡς ὑβριστής, ἀπαλλασσόμενος τυπικῶς τῆς ἐξυβρίσεως, διότι δὲν κατηγγέλθη διὰ ταύτην. — [555, 30, 716, 114]
article-text: Κατὰ χθεσινὸν τηλεγράφημα πρὸς τὸ ὑπουργεῖον τῶν Ἐσωτερικῶν τηλεγραφήματος, ὁλόκληρον τὸ δάσος Χαλκίδος, ἐξερράγη πυρκαϊά, ἥτις σχεδὸν τὸ ἀπετέφρωσεν ἐξ ὁλοκλήρου. — [228, 1042, 382, 1105]
article-subheading: Πῶς κρίνεται ἡ τοιαύτη ἀπόφασις — [399, 1074, 538, 1084]
article-heading: ΤΟ ΔΙΚΑΣΤΙΚΟΝ ΜΕΓΑΡΟΝ ΧΑΛΚΙΔΟΣ — [894, 1764, 991, 1785]
article-text: Δύναται νὰ θεωρηθῇ βέβαιον, ὅτι τοῦτο θὰ καταρτισθῇ ὑπὸ τοῦ Συμβουλίου, συζητηθῇ τῆς ὑποθέσεως, ἀποτελουμένου ἐκ τῶν κ. κ. Σπιθάκη, προέδρου, Παπαμιχαλοπούλου, Καφάλη, Δουζίκα καὶ Παπανάνου. — [389, 997, 548, 1070]
hats-heading: ΚΑΠΕΛΛΑ — [90, 1418, 191, 1451]
column-3 — [389, 30, 548, 1337]
article-text: Ὁ κ. Προφανταπούλος ἔδωσε τὴν ἄδειαν νὰ γίνωνται τὰ μαθήματα ἐν ὑπαίθρῳ εἰς τὰ σχολεῖα ἐκεῖνα τὰ ὁποῖα ἔχουν ἀρκετὴν χωρητικότητα πρὸς τοῦτο. — [889, 945, 996, 1029]
separator — [910, 1328, 974, 1329]
article-text: Ὁ ἀκαταπόνητος ὑπὲρ τῆς ἀγροτικῆς ἐργαζόμενος Κτηματικὸς Σύλλογος Αἰγίου ἐθεώρησε καλὸν καὶ ἐφέτος, ὅπως διοργανώσῃ νέαν καὶ πλῆρη σηροτροφικὴν ἔκθεσιν. — [889, 386, 996, 480]
column-rule — [386, 30, 387, 1337]
article-text: Μετὰ τοῦτο δὲ ἡ ἐπιτροπὴ θὰ δώσῃ τὰ διάφορα ἔπαθλα εἰς τοὺς νικητάς. — [60, 231, 221, 251]
article-subheading: Ἐπεισόδια τῆς διαμονῆς τοῦ Διαδοχικοῦ ζεύγους — [576, 871, 695, 892]
article-text: Ἀν καὶ παρῆλθον ἤδη πλείονες ἡμέραι, ἐκ τούτοις εἰ ἄλλεῖς δὲν ἐφάνησαν. Οἱ γονεῖς τῶν παίδων εἰρίσκονται ἐν μεγάλῃ ἀπελπισίᾳ, ὑποπτεύοντες ὅτι ἐγκληματικὴ χεὶρ ἐξαφάνισε τὰ τέκνα των. — [889, 1584, 996, 1689]
separator — [754, 471, 850, 472]
occasion-heading: OCCASION — [60, 838, 221, 856]
shoes-ad — [60, 1011, 221, 1140]
separator — [910, 2508, 974, 2509]
article-subheading: Ὅπου ὁ ἀναμορφωθεὶς φονεὺς τὸν πλάταρχον.— Οἱ τέσσαρες πυροβολισμοί.— Ἡ σύλληψις τοῦ δολοφόνου — [232, 1165, 378, 1209]
article-subheading: Ὁ ἀντιπρόσωπος τοῦ Πανεπιστημίου — [725, 793, 880, 803]
eye-line: Οἱ πάσχοντες τοὺς — [105, 1150, 177, 1159]
article-subheading: Ἡ χθεσινὴ δίκη.— Ἡ πλαστογραφία τῶν ἐπιταγῶν τῆς Ἀθηναϊκῆς Τραπέζης — [562, 1148, 709, 1181]
separator — [754, 1329, 850, 1330]
article-heading: ΑΙ ΕΟΡΤΑΙ ΤΗΣ ΖΑΚΥΝΘΟΥ — [741, 779, 863, 790]
article-heading: ΥΠΟΥΡΓΙΚΗ ΚΡΙΣΙΣ — [425, 178, 512, 189]
article-text: Ἕτερον τηλεγράφημα τοῦ Νομάρχου Ἄρτης ἀναγγέλλει ὅτι ἀπὸ χθὲς ἐπ' ἀρχὴν τὴν νύκτα, εὐεργετικὴ βροχὴ κατέπεσε, μεγάλως ὠφελήσασα τὰ σιτηρὰ καὶ τοὺς γεωργοὺς ἐν γένει. Ὁ καιρὸς ἐξακολουθεῖ νὰ εἶναι βροχερός. — [723, 696, 882, 770]
article-text: Διὰ τὰς ἑορτὰς αἱ ὁποῖαι θὰ τελεσθῶσιν ἐν Ζακύνθῳ εἰς τιμὴν τοῦ ποιητοῦ Σολωμοῦ, τὸ Πανεπιστήμιον θ' ἀντιπροσωπευθῇ ὑπὸ τοῦ καθηγητοῦ κ. Πολίτου. Ὁ κ. Πολίτης θὰ ἐκφωνήσῃ καὶ λόγον. — [723, 806, 882, 869]
eye-clinic-ad — [60, 1146, 221, 1384]
article-subheading: ΘΕΡΜΑΙ ΠΡΟΠΟΣΕΙΣ — [261, 116, 349, 126]
article-heading: Η ΕΛΛΗΝΙΚΗ ΣΤΑΦΙΣ ΕΝ ΑΜΕΡΙΚΗ — [735, 879, 870, 888]
separator — [421, 173, 517, 174]
article-text: Ἐπίσης καὶ ἐν Καρδίτσῃ, καθὼς τηλεγραφεῖ ὁ Νομάρχης, βροχὴ χθὲς ἐπὶ τοσοῦτον διὰ τὴν πληθυσμοῦ ὁ τὴν πλημμυρίαν, ἀναμένουσι εὐχάριστα ὑπὲρ τῶν δημητριακῶν καρπῶν ἀποτελέσματα. — [723, 617, 882, 680]
article-text: Ἡ ἀπόφασις τῆς Κυβερνήσεως περὶ γενικῶν μεταβολῶν γνωσθεῖσα εἰς τοὺς πολιτικοὺς κύκλους διεγείρεται σφοδρὰ τῶν Θεοτοκικῶν βουλευτῶν. — [723, 328, 882, 370]
article-text: Κατὰ τὸν Μάρτιον τοῦ τρέχοντος ἔτους ἡ εἰσαγωγὴ Κορινθιακῆς σταφίδος εἰς τὰς Ἀμερικὴν ἀνῆλθεν εἰς 706,684 λίτρας ἀξίας 22,118 τάλληρα, κατὰ δὲ τὸ παρελθὸν ἔτος ἡ εἰσαγωγὴ ἀνῆλθεν εἰς 380,113 λίτρας ἀξίας 15,201 ταλλήρων. Ἐπίσης κατὰ τὸν Μάρτιον τοῦ ἐνεστῶτος ἔτους, κατ' ἐπίσημον πρὸς τὴν Κυβέρνησιν πληροφορίαν. — [723, 891, 882, 996]
article-heading: ΟΙ ΒΑΣΙΛΕΙΣ ΕΙΣ ΤΑΤΟΪΟΝ — [243, 861, 367, 872]
article-subheading: Ἡ σύλληψις τοῦ Γ. Μηταδέ — [748, 1044, 857, 1054]
eye-text: Μέλους τῆς Γαλλικῆς Ὀφθαλμ. Ἑταιρείας. Ἐπὶ 3ἐτῆ ἐν Παρισίοις καὶ Λονδίνῳ σπουδάσαντος. — [68, 1238, 214, 1269]
article-text: ΠΑΡΙΣΙΟΙ, 8 Μαΐου.— Τηλεγραφήματα ἐκ Κρονστάνδης ἀγγέλλουσιν, ὅτι τὸ ταξείδιον τοῦ κ. Λουμπὲ ὑπῆρξε θαυμάσιον καὶ ἡ ἀποβίβασις ἀληθῶς μεγαλοπρεπής. Ἡ ὑποδοχὴ τοῦ Τσάρου γενομένη ὑποδοχὴ ὑπῆρξεν ἐκτάκτως ἐγκάρδιος καὶ συμπαθής. — [228, 129, 382, 213]
article-text: Τὸ δικαστήριον ἐκδίκασε τὴν ὑπόθεσιν ὁλόκληρον, ἐκδίκασε δὲ μὲν ὁ Σιφνάσης καὶ τοῦ ὑπουργοῦ, κηρυχθέντος ὅτι ἡ δίκη θὰ ἐξακολουθήσει. Τοῦ δικαστηρίου προήδρευσεν ὁ κ. Κοντολέων, πάρεστι δὲ Εἰσαγγελεὺς ὁ — [555, 1336, 716, 1409]
depot-heading: ΑΠΟΘΗΚΗ — [110, 681, 172, 695]
article-subheading: Ἀπετεφρώθη ὁλόκληρον — [253, 1029, 357, 1039]
classified-ad: Ἐνοικιάζεται οἴθουσα καλῶς ἐπιπλωμένη ἢ ἄνευ συνεχῆ δωμάτια μετὰ κουζίνας δι' οἰκογένειαν ἢ διὰ κύριον. — [60, 470, 221, 512]
article-text: Ἡ τοιαύτη ἀπόφασις κρίνεται λίαν — [398, 1087, 548, 1097]
article-heading: ΕΝ ΡΟΣΤΟΒῼ — [898, 1054, 987, 1066]
article-heading: ΨΗΦΙΣΜΑ ΥΠΕΡ ΝΟΜΑΡΧΟΥ — [911, 2193, 974, 2214]
article-text: Ἡ ἐπιτροπὴ ἐξελέξατο 3—4 τόπους κατάλληλους πρὸς τὴν ἵδρυσιν τοῦ ἀγροκηπείου. — [889, 2131, 996, 2183]
column-6 — [889, 30, 996, 2575]
column-rule — [552, 30, 553, 1337]
separator — [754, 1446, 850, 1447]
depot-name: ΜΠΟΧΩΡ Ζ. ΣΑΚΚΗ — [82, 724, 200, 738]
classified-ad: Οἰκογένεια ἀναχωροῦσα δι' Ἰσλίας πωλεῖ ἀμαξάκι ἕτερον μὲ ἵππον μαῦρον. Διὰ περισσοτέρας πληροφορίας ἀποταθῆτε ὁδὸς Ἀναγνωστοπούλου ἀριθ. 2. Πλατεῖα Κολωνακίου. — [60, 259, 221, 322]
hats-line-1: ΑΓΓΛΙΚΑ — [106, 1392, 176, 1413]
column-2 — [228, 30, 444, 1490]
